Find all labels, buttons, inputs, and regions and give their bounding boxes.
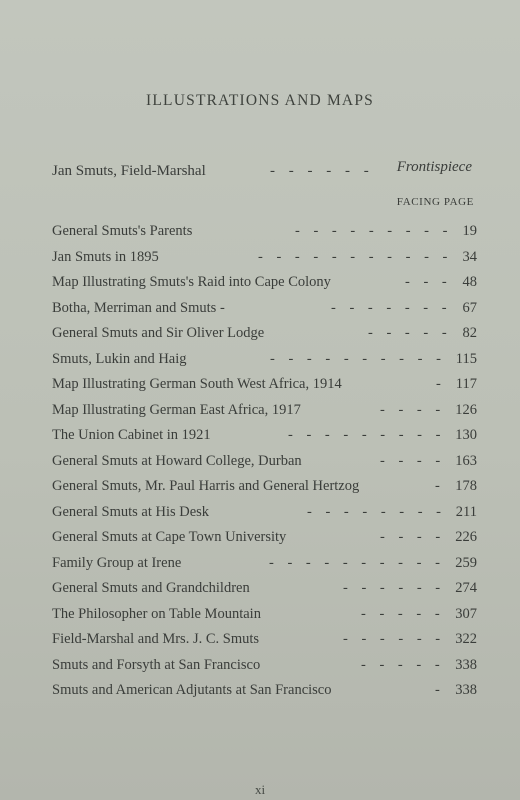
list-item: [52, 657, 477, 683]
entry-leader: - - - - -: [361, 605, 445, 622]
entry-title: General Smuts, Mr. Paul Harris and General Hertzog: [52, 478, 360, 494]
entry-title: General Smuts at Howard College, Durban: [52, 452, 302, 469]
entry-leader: -: [435, 682, 445, 698]
entry-leader: - - - - - - - - - -: [269, 554, 445, 571]
frontispiece-leader: - - - - - -: [270, 163, 374, 179]
list-item: [52, 274, 477, 300]
illustration-list: [52, 223, 477, 708]
entry-page-number: 67: [462, 299, 477, 316]
page-heading: ILLUSTRATIONS AND MAPS: [146, 92, 374, 109]
list-item: [52, 580, 477, 606]
entry-leader: - - - - - - -: [331, 299, 452, 316]
entry-leader: - - - - -: [361, 656, 445, 673]
entry-leader: - - - -: [380, 452, 446, 469]
entry-title: General Smuts and Sir Oliver Lodge: [52, 325, 265, 341]
entry-leader: - - - - -: [368, 325, 452, 341]
entry-page-number: 226: [455, 529, 477, 545]
entry-title: Map Illustrating German South West Africa, 1914: [52, 376, 342, 392]
entry-title: General Smuts and Grandchildren: [52, 580, 250, 596]
entry-leader: - - -: [405, 274, 452, 290]
page-number: xi: [254, 782, 266, 797]
list-item: [52, 478, 477, 504]
entry-leader: - - - - - - - - -: [288, 427, 446, 443]
entry-leader: -: [435, 478, 445, 494]
entry-page-number: 211: [455, 503, 477, 520]
list-item: [52, 351, 477, 377]
list-item: [52, 631, 477, 657]
entry-title: The Philosopher on Table Mountain: [52, 605, 261, 622]
frontispiece-line: [52, 159, 472, 185]
list-item: [52, 682, 477, 708]
list-item: [52, 249, 477, 275]
list-item: [52, 529, 477, 555]
entry-title: General Smuts at Cape Town University: [52, 529, 287, 545]
frontispiece-title: Jan Smuts, Field-Marshal: [52, 163, 206, 179]
entry-page-number: 19: [462, 223, 477, 239]
entry-title: Botha, Merriman and Smuts -: [52, 299, 225, 316]
entry-title: Smuts and American Adjutants at San Francisco: [52, 682, 332, 698]
entry-page-number: 322: [455, 631, 477, 647]
entry-page-number: 115: [455, 350, 477, 367]
column-header: FACING PAGE: [396, 196, 474, 208]
entry-leader: -: [436, 376, 446, 392]
entry-page-number: 130: [455, 427, 477, 443]
list-item: [52, 325, 477, 351]
list-item: [52, 453, 477, 479]
entry-page-number: 34: [462, 248, 477, 265]
entry-page-number: 338: [455, 682, 477, 698]
list-item: [52, 555, 477, 581]
entry-title: Jan Smuts in 1895: [52, 248, 159, 265]
list-item: [52, 402, 477, 428]
entry-leader: - - - - - - - - - -: [270, 350, 446, 367]
entry-leader: - - - - - - - - -: [295, 223, 453, 239]
entry-page-number: 117: [455, 376, 477, 392]
entry-title: The Union Cabinet in 1921: [52, 427, 211, 443]
list-item: [52, 300, 477, 326]
entry-title: Map Illustrating Smuts's Raid into Cape Colony: [52, 274, 331, 290]
entry-title: Family Group at Irene: [52, 554, 182, 571]
list-item: [52, 376, 477, 402]
entry-title: Smuts and Forsyth at San Francisco: [52, 656, 261, 673]
list-item: [52, 427, 477, 453]
list-item: [52, 606, 477, 632]
entry-leader: - - - -: [380, 529, 446, 545]
entry-page-number: 259: [455, 554, 477, 571]
list-item: [52, 223, 477, 249]
entry-page-number: 274: [455, 580, 477, 596]
entry-title: Map Illustrating German East Africa, 1917: [52, 401, 301, 418]
entry-page-number: 126: [455, 401, 477, 418]
entry-leader: - - - - - -: [343, 580, 446, 596]
entry-title: General Smuts at His Desk: [52, 503, 210, 520]
entry-title: General Smuts's Parents: [52, 223, 193, 239]
entry-page-number: 338: [455, 656, 477, 673]
entry-page-number: 48: [462, 274, 477, 290]
entry-page-number: 82: [462, 325, 477, 341]
entry-page-number: 178: [455, 478, 477, 494]
frontispiece-marker: Frontispiece: [396, 159, 472, 175]
list-item: [52, 504, 477, 530]
entry-title: Smuts, Lukin and Haig: [52, 350, 187, 367]
entry-leader: - - - -: [380, 401, 446, 418]
entry-page-number: 163: [455, 452, 477, 469]
entry-leader: - - - - - - - -: [307, 503, 447, 520]
entry-page-number: 307: [455, 605, 477, 622]
entry-leader: - - - - - -: [343, 631, 446, 647]
entry-title: Field-Marshal and Mrs. J. C. Smuts: [52, 631, 260, 647]
entry-leader: - - - - - - - - - - -: [258, 248, 453, 265]
